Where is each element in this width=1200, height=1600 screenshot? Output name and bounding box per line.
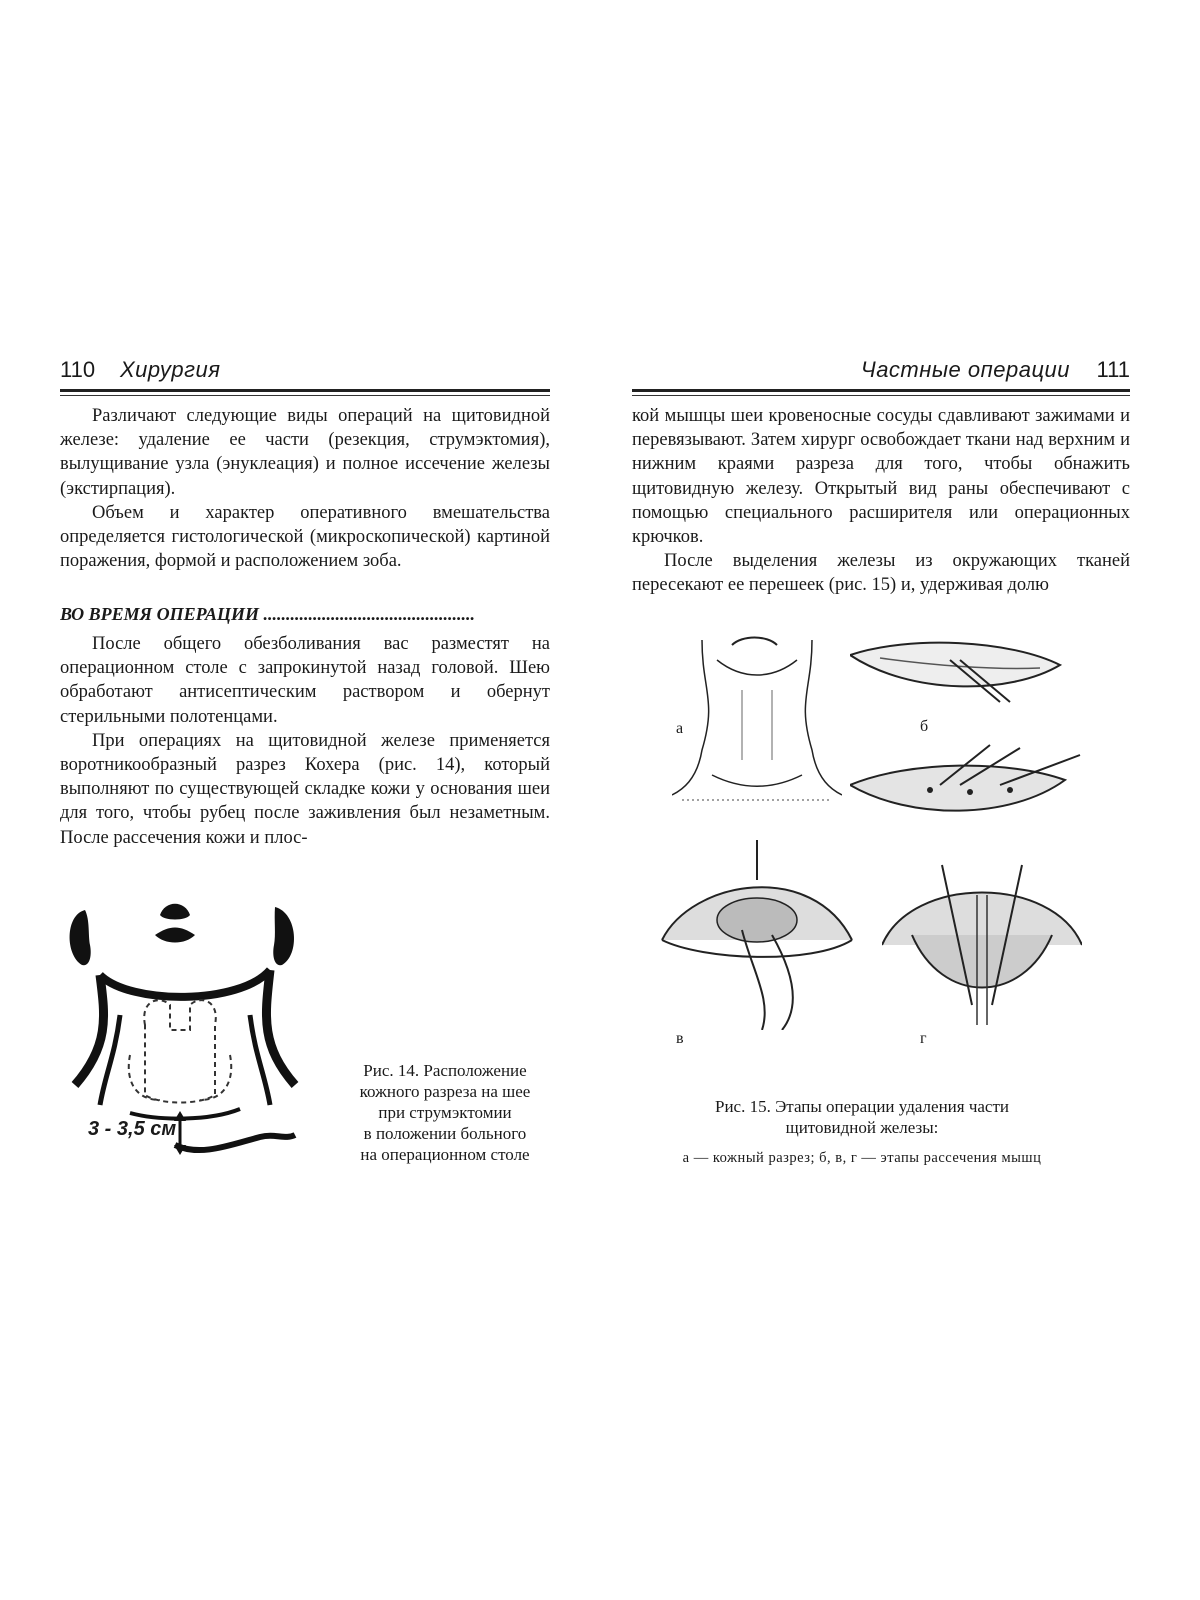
figure-15a-neck xyxy=(672,630,842,810)
right-body-text xyxy=(632,404,1130,598)
nose-icon xyxy=(160,904,190,920)
figure-14-caption xyxy=(340,1060,550,1165)
figure-14-measurement: 3 - 3,5 см xyxy=(88,1118,177,1140)
fig14-caption-line-2: кожного разреза на шее xyxy=(359,1082,531,1101)
figure-15-label-g: г xyxy=(920,1030,927,1047)
right-ear-icon xyxy=(273,907,294,965)
left-page-header xyxy=(60,355,550,392)
section-heading: ВО ВРЕМЯ ОПЕРАЦИИ ............................................... xyxy=(60,604,476,624)
figure-15b-lower-incision xyxy=(850,740,1090,820)
figure-15b-upper-incision xyxy=(850,640,1070,710)
fig15-caption-line-2: щитовидной железы: xyxy=(785,1118,939,1137)
left-ear-icon xyxy=(70,910,91,965)
figure-15-label-a: а xyxy=(676,720,684,737)
right-running-title: Частные операции xyxy=(860,357,1070,382)
left-intro-text xyxy=(60,404,550,573)
figure-15g-muscle-dissection xyxy=(882,855,1082,1035)
right-page-header xyxy=(632,355,1130,392)
left-body-text xyxy=(60,632,550,850)
right-page xyxy=(632,0,1130,1600)
figure-15-caption xyxy=(632,1096,1092,1169)
right-paragraph-2: После выделения железы из окружающих тканей пересекают ее перешеек (рис. 15) и, удерживая долю xyxy=(632,551,1130,596)
fig14-caption-line-1: Рис. 14. Расположение xyxy=(363,1061,527,1080)
fig14-caption-line-5: на операционном столе xyxy=(360,1145,530,1164)
mouth-icon xyxy=(155,928,195,943)
left-page-number: 110 xyxy=(60,357,96,382)
left-paragraph-1: Различают следующие виды операций на щитовидной железе: удаление ее части (резекция, струмэктомия), вылущивание узла (энуклеация) и полное иссечение железы (экстирпация). xyxy=(60,406,550,499)
thyroid-outline xyxy=(144,1000,216,1102)
right-paragraph-1: кой мышцы шеи кровеносные сосуды сдавливают зажимами и перевязывают. Затем хирург освобождает ткани над верхним и нижним краями разреза для того, чтобы обнажить щитовидную железу. Открытый вид раны обеспечивают с помощью специального расширителя или операционных крючков. xyxy=(632,406,1130,548)
fig14-caption-line-4: в положении больного xyxy=(363,1124,527,1143)
left-paragraph-3: После общего обезболивания вас разместят на операционном столе с запрокинутой назад головой. Шею обработают антисептическим раствором и обернут стерильными полотенцами. xyxy=(60,634,550,727)
left-paragraph-2: Объем и характер оперативного вмешательства определяется гистологической (микроскопической) картиной поражения, формой и расположением зоба. xyxy=(60,502,550,572)
right-page-number: 111 xyxy=(1096,357,1130,382)
figure-15-label-b: б xyxy=(920,718,929,735)
fig15-caption-sub: а — кожный разрез; б, в, г — этапы рассечения мышц xyxy=(682,1150,1042,1166)
left-running-title: Хирургия xyxy=(120,357,221,382)
left-page xyxy=(60,0,550,1600)
fig14-caption-line-3: при струмэктомии xyxy=(378,1103,512,1122)
fig15-caption-line-1: Рис. 15. Этапы операции удаления части xyxy=(714,1097,1009,1116)
figure-15v-gland-exposure xyxy=(652,840,862,1030)
left-paragraph-4: При операциях на щитовидной железе применяется воротникообразный разрез Кохера (рис. 14), который выполняют по существующей складке кожи у основания шеи для того, чтобы рубец после заживления был незаметным. После рассечения кожи и плос- xyxy=(60,730,550,848)
figure-15-label-v: в xyxy=(676,1030,684,1047)
